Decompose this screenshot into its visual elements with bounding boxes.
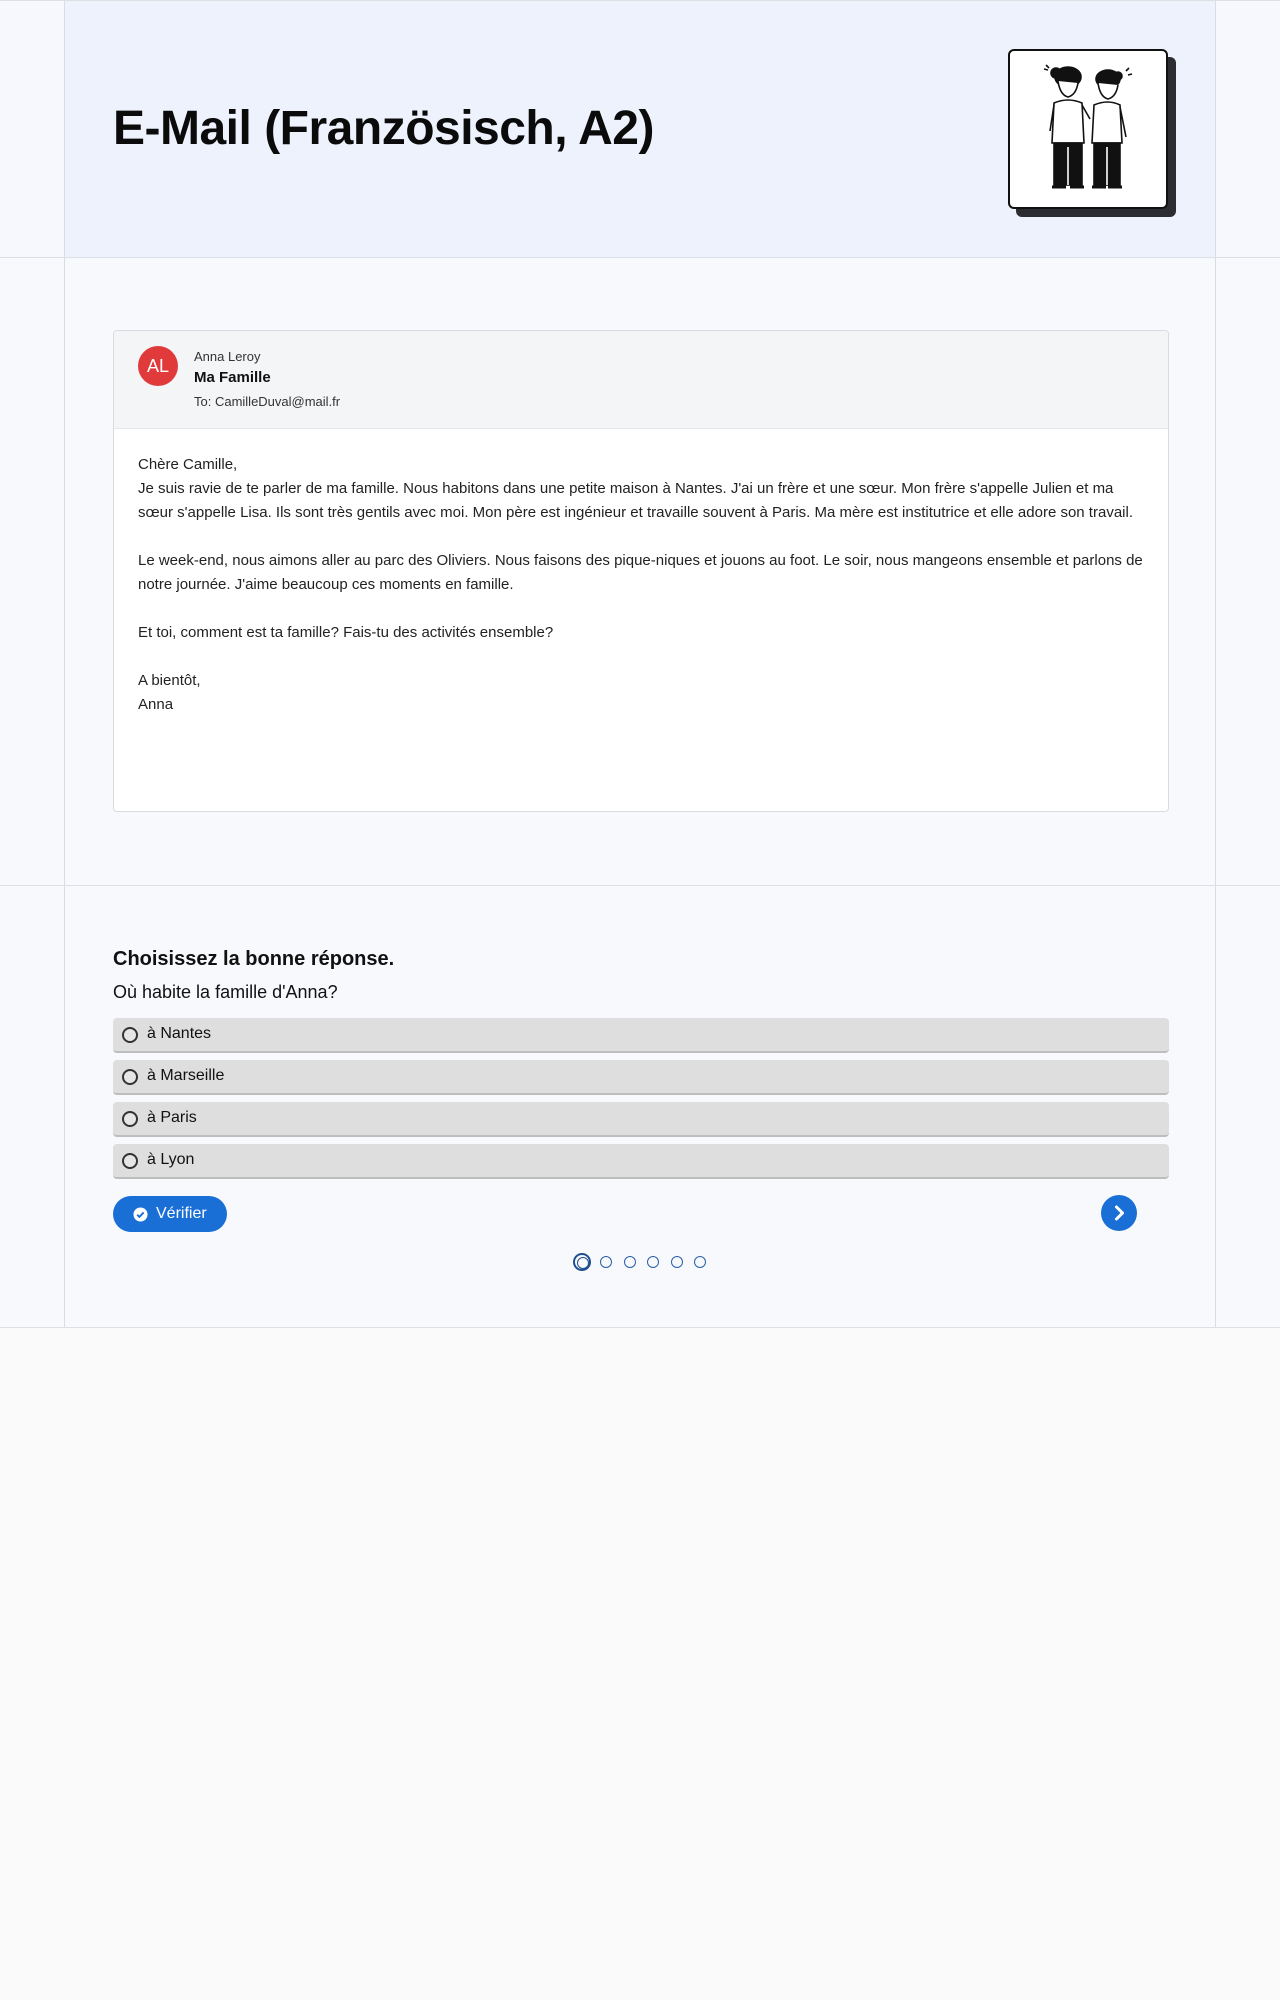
email-card [113, 330, 1169, 812]
quiz-container [64, 886, 1216, 1327]
progress-dot-2[interactable] [600, 1256, 612, 1268]
quiz-band [0, 886, 1280, 1328]
answer-option[interactable] [113, 1144, 1169, 1179]
answer-option[interactable] [113, 1060, 1169, 1095]
header-band [0, 0, 1280, 258]
quiz-heading: Choisissez la bonne réponse. [113, 948, 395, 970]
radio-button[interactable] [122, 1069, 138, 1085]
answer-option-label: à Lyon [147, 1151, 195, 1168]
radio-button[interactable] [122, 1111, 138, 1127]
check-button-label: Vérifier [156, 1205, 207, 1222]
answer-options [113, 1018, 1169, 1186]
progress-dot-3[interactable] [624, 1256, 636, 1268]
quiz-question: Où habite la famille d'Anna? [113, 982, 338, 1002]
email-recipient: To: CamilleDuval@mail.fr [194, 394, 341, 409]
answer-option-label: à Marseille [147, 1067, 225, 1084]
email-container [64, 258, 1216, 885]
radio-button[interactable] [122, 1027, 138, 1043]
page-title: E-Mail (Französisch, A2) [113, 102, 654, 155]
progress-dot-5[interactable] [671, 1256, 683, 1268]
illustration-card [1008, 49, 1168, 209]
email-sender: Anna Leroy [194, 349, 261, 364]
email-closing: A bientôt, [138, 672, 201, 689]
progress-dot-6[interactable] [694, 1256, 706, 1268]
next-button[interactable] [1101, 1195, 1137, 1231]
email-paragraph-3: Et toi, comment est ta famille? Fais-tu des activités ensemble? [138, 624, 554, 641]
email-paragraph-1: Je suis ravie de te parler de ma famille. Nous habitons dans une petite maison à Nantes. J'ai un frère et une sœur. Mon frère s'appelle Julien et ma sœur s'appelle Lisa. Ils sont très gentils avec moi. Mon père est ingénieur et travaille souvent à Paris. Ma mère est institutrice et elle adore son travail. [138, 480, 1133, 521]
email-paragraph-2: Le week-end, nous aimons aller au parc des Oliviers. Nous faisons des pique-niques et jouons au foot. Le soir, nous mangeons ensemble et parlons de notre journée. J'aime beaucoup ces moments en famille. [138, 552, 1143, 593]
email-greeting: Chère Camille, [138, 456, 238, 473]
email-subject: Ma Famille [194, 369, 271, 386]
family-illustration-icon [1010, 51, 1166, 207]
email-signature: Anna [138, 696, 174, 713]
answer-option[interactable] [113, 1102, 1169, 1137]
progress-dot-1[interactable] [573, 1253, 591, 1271]
check-button[interactable] [113, 1196, 227, 1232]
header-container [64, 1, 1216, 257]
answer-option[interactable] [113, 1018, 1169, 1053]
progress-dots [573, 1252, 718, 1272]
email-header [114, 331, 1168, 429]
radio-button[interactable] [122, 1153, 138, 1169]
email-band [0, 258, 1280, 886]
chevron-right-icon [1101, 1195, 1137, 1231]
family-illustration [1008, 49, 1170, 211]
progress-dot-4[interactable] [647, 1256, 659, 1268]
email-body [114, 429, 1168, 717]
avatar: AL [138, 346, 178, 386]
check-circle-icon [133, 1207, 148, 1222]
answer-option-label: à Paris [147, 1109, 197, 1126]
answer-option-label: à Nantes [147, 1025, 212, 1042]
